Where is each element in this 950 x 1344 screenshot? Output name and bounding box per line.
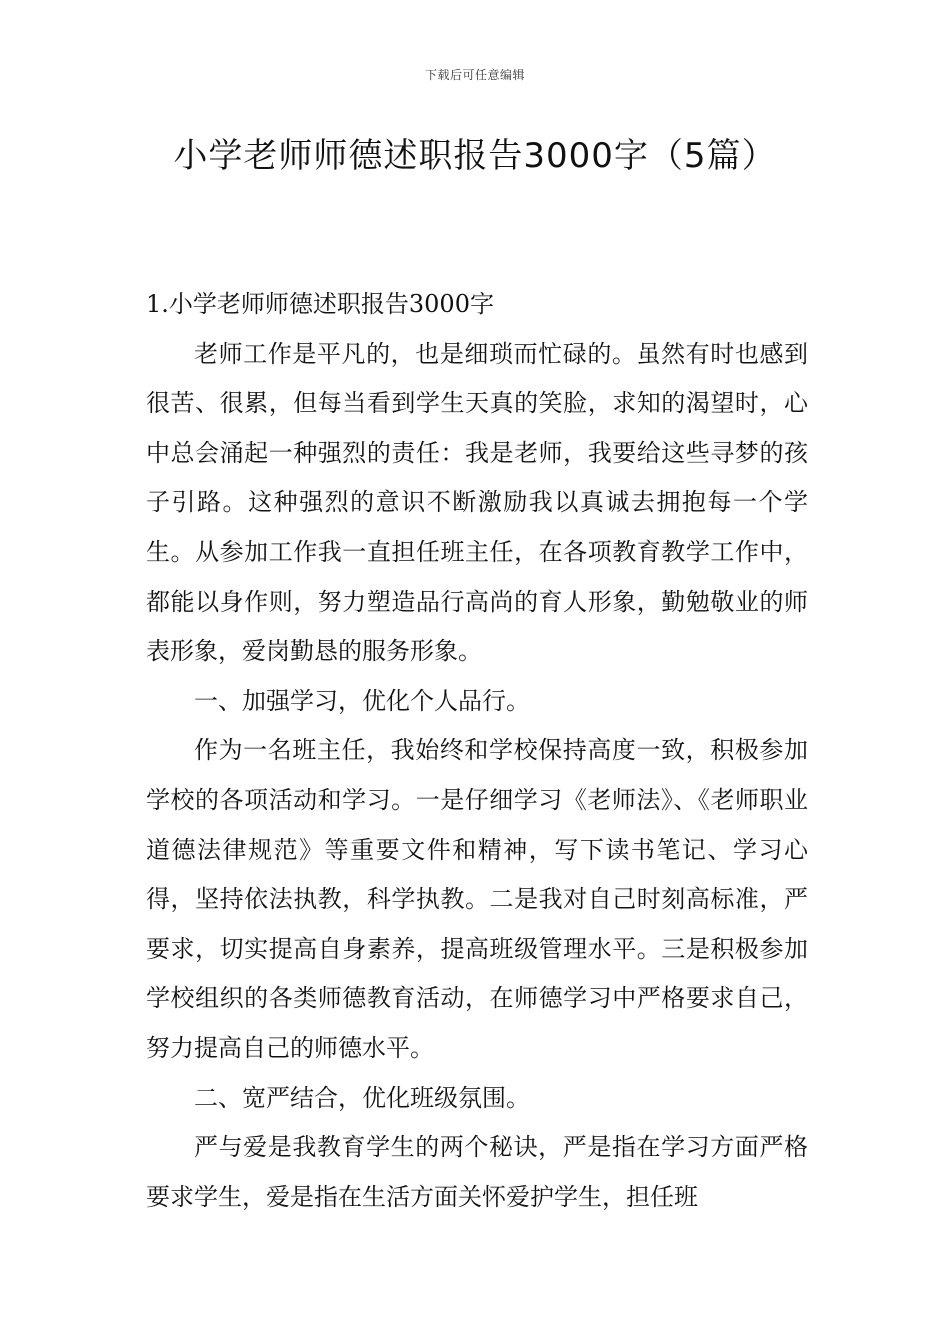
document-title: 小学老师师德述职报告3000字（5篇） <box>173 136 777 176</box>
document-body <box>146 280 808 1222</box>
body-paragraph: 严与爱是我教育学生的两个秘诀，严是指在学习方面严格要求学生，爱是指在生活方面关怀爱护学生，担任班 <box>146 1133 808 1211</box>
body-paragraph: 老师工作是平凡的，也是细琐而忙碌的。虽然有时也感到很苦、很累，但每当看到学生天真的笑脸，求知的渴望时，心中总会涌起一种强烈的责任：我是老师，我要给这些寻梦的孩子引路。这种强烈的意识不断激励我以真诚去拥抱每一个学生。从参加工作我一直担任班主任，在各项教育教学工作中，都能以身作则，努力塑造品行高尚的育人形象，勤勉敬业的师表形象，爱岗勤恳的服务形象。 <box>146 339 808 666</box>
section-heading: 1.小学老师师德述职报告3000字 <box>146 290 494 318</box>
subheading-paragraph: 二、宽严结合，优化班级氛围。 <box>194 1083 530 1112</box>
subheading-paragraph: 一、加强学习，优化个人品行。 <box>194 686 530 715</box>
body-paragraph: 作为一名班主任，我始终和学校保持高度一致，积极参加学校的各项活动和学习。一是仔细学习《老师法》、《老师职业道德法律规范》等重要文件和精神，写下读书笔记、学习心得，坚持依法执教，科学执教。二是我对自己时刻高标准，严要求，切实提高自身素养，提高班级管理水平。三是积极参加学校组织的各类师德教育活动，在师德学习中严格要求自己，努力提高自己的师德水平。 <box>146 736 808 1062</box>
header-note: 下载后可任意编辑 <box>424 68 525 82</box>
